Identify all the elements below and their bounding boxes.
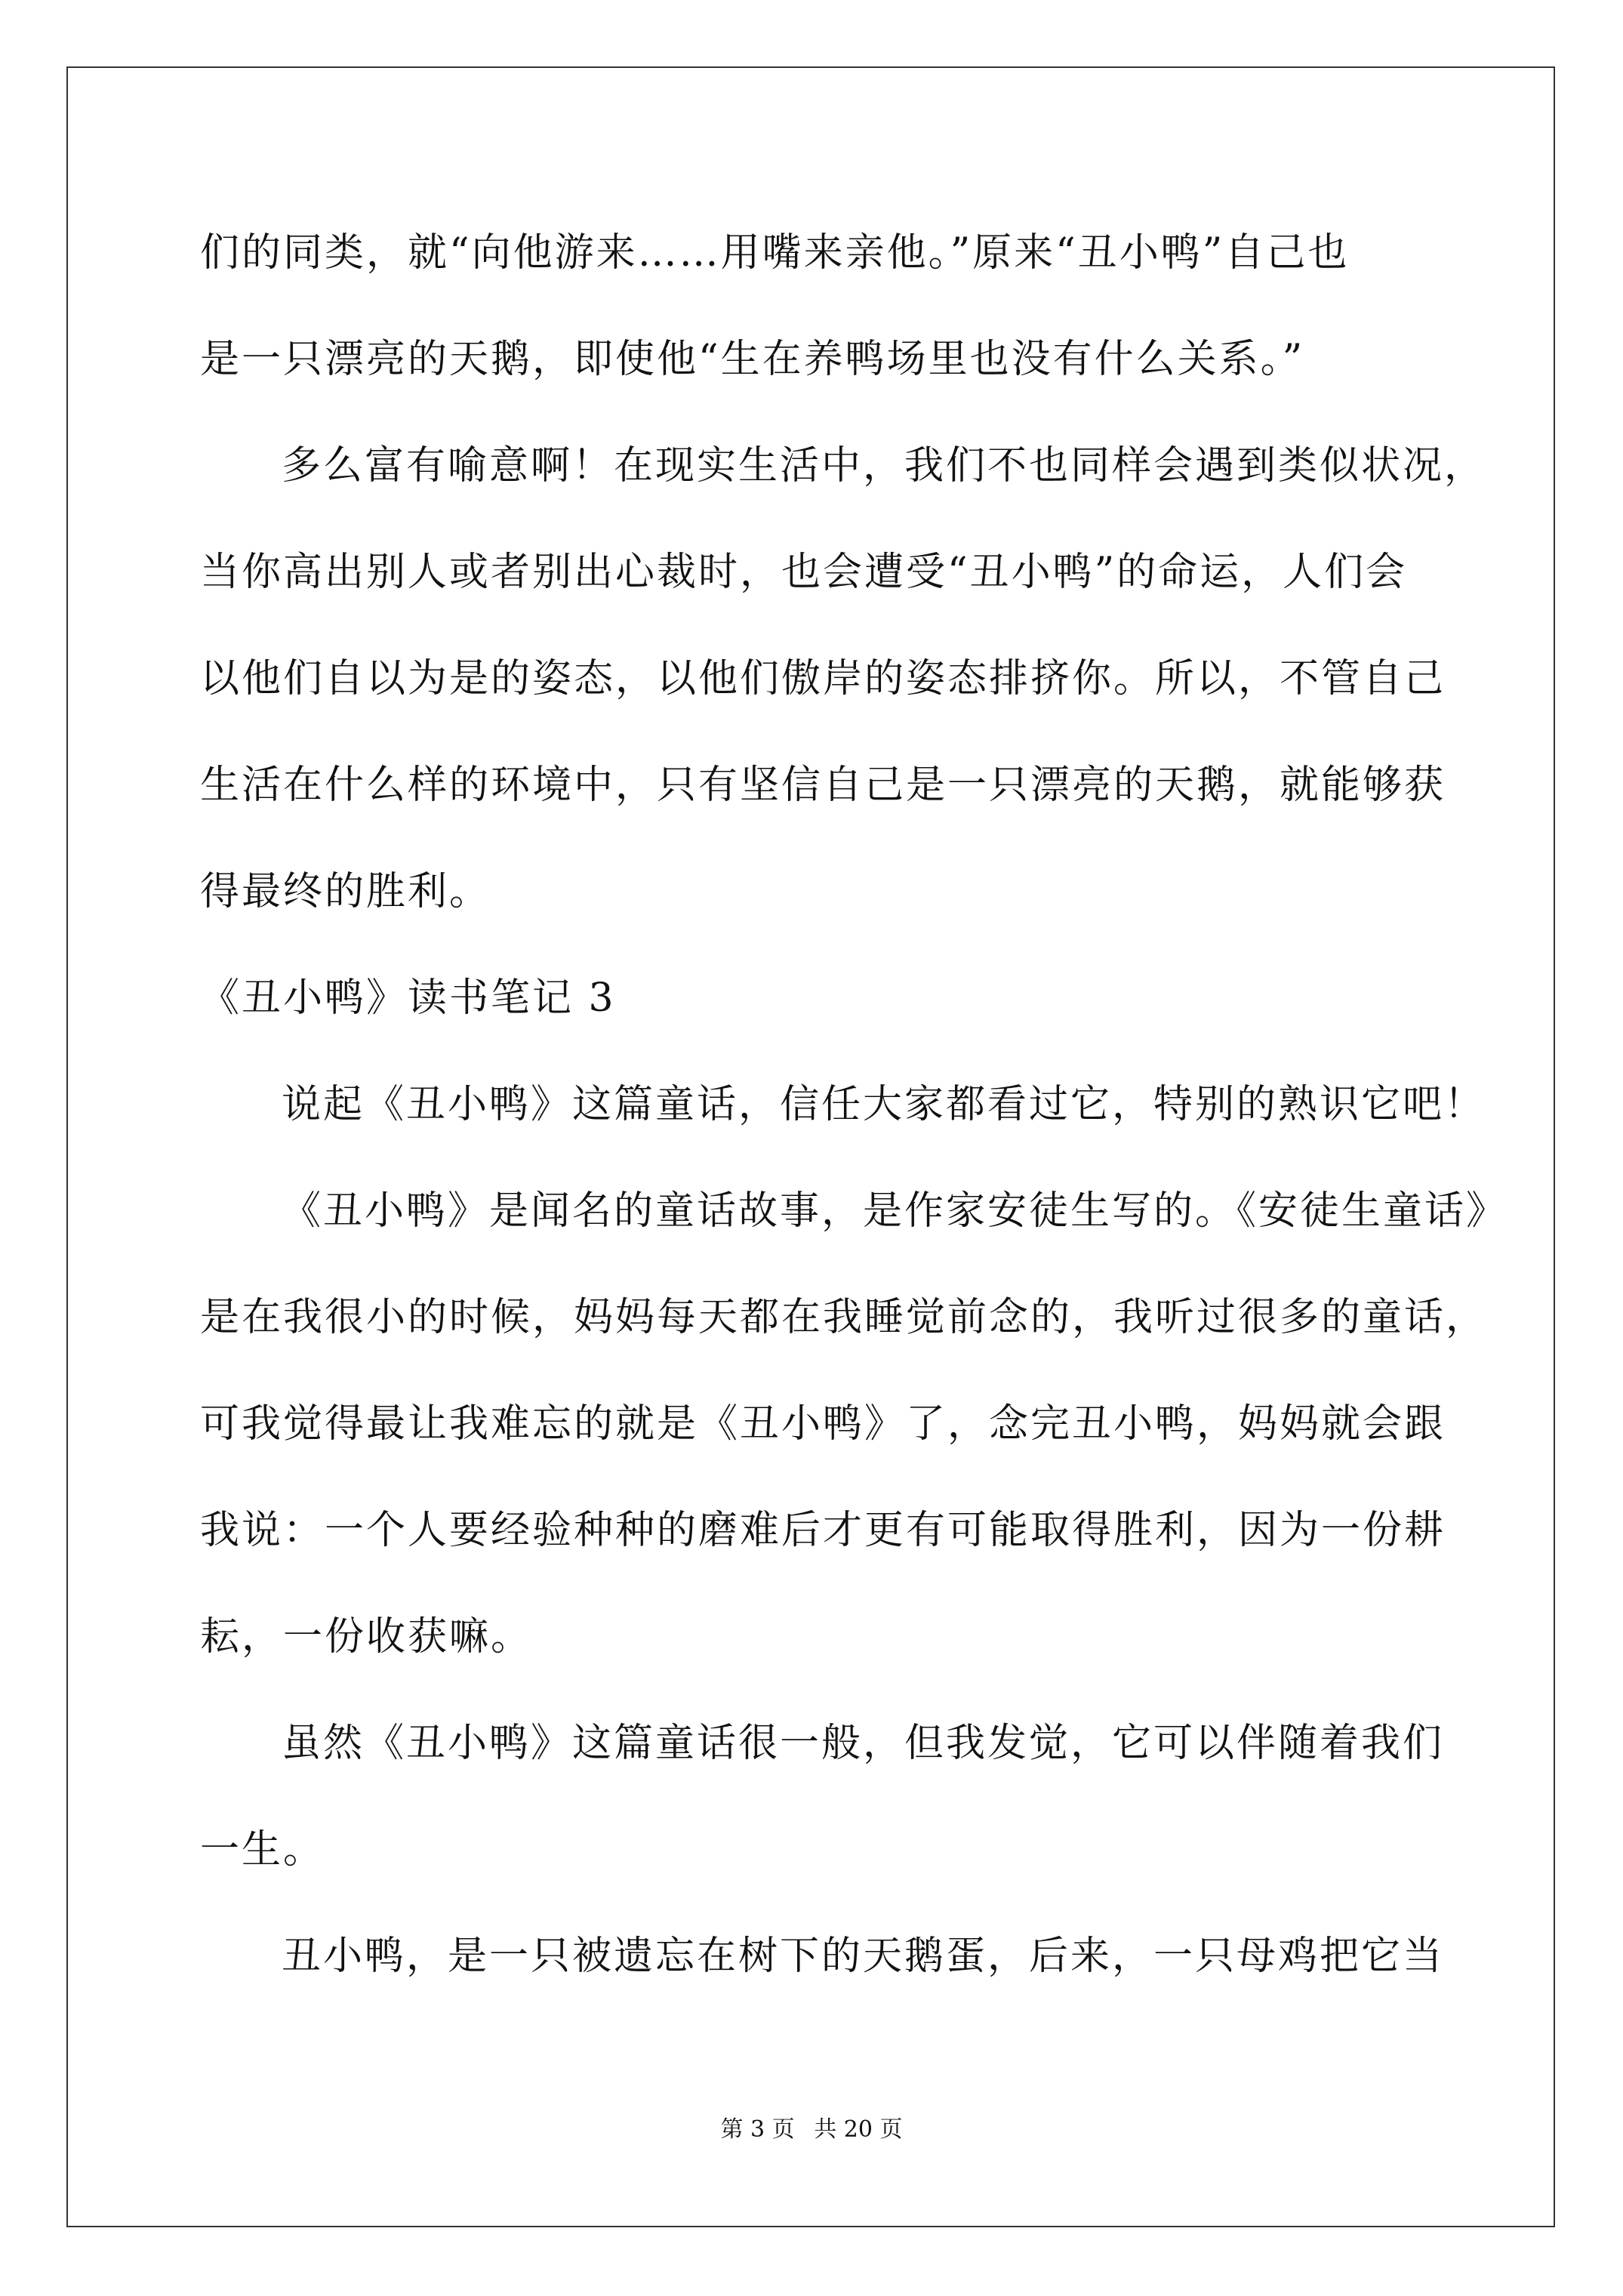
page-total: 共 20 页 bbox=[814, 2116, 903, 2143]
body-line: 得最终的胜利。 bbox=[200, 869, 491, 914]
paragraph-start-line: 《丑小鸭》是闻名的童话故事，是作家安徒生写的。《安徒生童话》 bbox=[282, 1188, 1508, 1234]
page-footer bbox=[0, 2110, 1623, 2143]
section-title: 《丑小鸭》读书笔记 3 bbox=[200, 975, 616, 1021]
page-number: 第 3 页 bbox=[720, 2116, 795, 2143]
body-line: 我说：一个人要经验种种的磨难后才更有可能取得胜利，因为一份耕 bbox=[200, 1508, 1446, 1553]
body-line: 是在我很小的时候，妈妈每天都在我睡觉前念的，我听过很多的童话， bbox=[200, 1295, 1488, 1340]
body-line: 生活在什么样的环境中，只有坚信自己是一只漂亮的天鹅，就能够获 bbox=[200, 763, 1446, 808]
body-line: 一生。 bbox=[200, 1827, 325, 1872]
body-line: 们的同类，就“向他游来……用嘴来亲他。”原来“丑小鸭”自己也 bbox=[200, 230, 1350, 276]
body-line: 可我觉得最让我难忘的就是《丑小鸭》了，念完丑小鸭，妈妈就会跟 bbox=[200, 1401, 1446, 1447]
body-line: 当你高出别人或者别出心裁时，也会遭受“丑小鸭”的命运，人们会 bbox=[200, 550, 1408, 595]
paragraph-start-line: 虽然《丑小鸭》这篇童话很一般，但我发觉，它可以伴随着我们 bbox=[282, 1721, 1445, 1766]
body-line: 是一只漂亮的天鹅，即使他“生在养鸭场里也没有什么关系。” bbox=[200, 337, 1305, 382]
paragraph-start-line: 说起《丑小鸭》这篇童话，信任大家都看过它，特别的熟识它吧！ bbox=[282, 1082, 1486, 1127]
body-line: 以他们自以为是的姿态，以他们傲岸的姿态排挤你。所以，不管自己 bbox=[200, 656, 1446, 701]
document-body bbox=[200, 215, 1508, 2025]
body-line: 耘，一份收获嘛。 bbox=[200, 1614, 533, 1660]
paragraph-start-line: 多么富有喻意啊！在现实生活中，我们不也同样会遇到类似状况， bbox=[282, 443, 1486, 488]
paragraph-start-line: 丑小鸭，是一只被遗忘在树下的天鹅蛋，后来，一只母鸡把它当 bbox=[282, 1934, 1445, 1979]
